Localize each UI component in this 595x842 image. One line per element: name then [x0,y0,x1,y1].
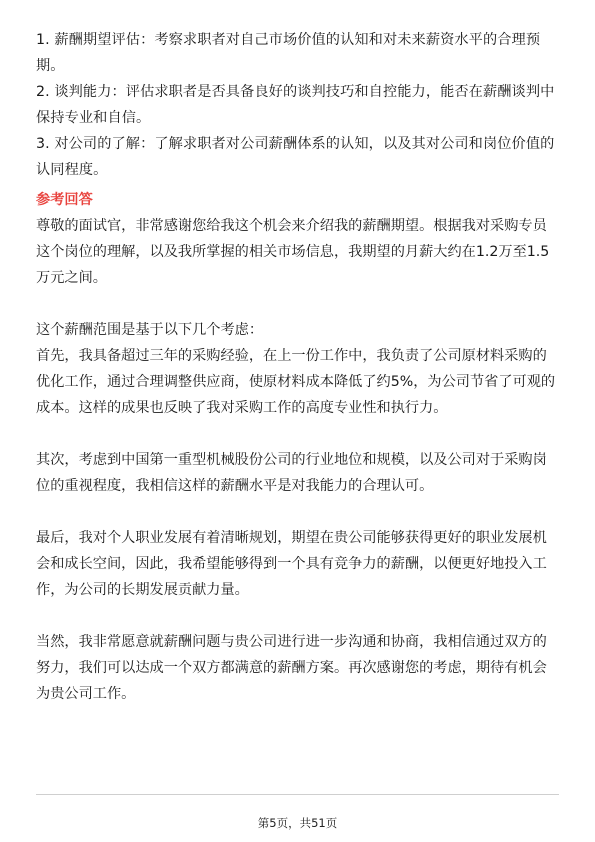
paragraph-gap [36,603,559,629]
list-item: 1. 薪酬期望评估：考察求职者对自己市场价值的认知和对未来薪资水平的合理预期。 [36,32,541,74]
answer-paragraph: 其次，考虑到中国第一重型机械股份公司的行业地位和规模，以及公司对于采购岗位的重视程度，我相信这样的薪酬水平是对我能力的合理认可。 [36,452,547,494]
answer-paragraph: 这个薪酬范围是基于以下几个考虑： [36,322,264,338]
list-item: 3. 对公司的了解：了解求职者对公司薪酬体系的认知，以及其对公司和岗位价值的认同程度。 [36,136,555,178]
page-content [36,27,559,707]
paragraph-gap [36,499,559,525]
answer-heading: 参考回答 [36,192,93,208]
answer-paragraph: 首先，我具备超过三年的采购经验，在上一份工作中，我负责了公司原材料采购的优化工作，通过合理调整供应商，使原材料成本降低了约5%，为公司节省了可观的成本。这样的成果也反映了我对采购工作的高度专业性和执行力。 [36,348,556,416]
answer-paragraph: 尊敬的面试官，非常感谢您给我这个机会来介绍我的薪酬期望。根据我对采购专员这个岗位的理解，以及我所掌握的相关市场信息，我期望的月薪大约在1.2万至1.5万元之间。 [36,218,550,286]
paragraph-gap [36,421,559,447]
answer-paragraph: 最后，我对个人职业发展有着清晰规划，期望在贵公司能够获得更好的职业发展机会和成长空间，因此，我希望能够得到一个具有竞争力的薪酬，以便更好地投入工作，为公司的长期发展贡献力量。 [36,530,547,598]
answer-paragraph: 当然，我非常愿意就薪酬问题与贵公司进行进一步沟通和协商，我相信通过双方的努力，我们可以达成一个双方都满意的薪酬方案。再次感谢您的考虑，期待有机会为贵公司工作。 [36,634,547,702]
list-item: 2. 谈判能力：评估求职者是否具备良好的谈判技巧和自控能力，能否在薪酬谈判中保持专业和自信。 [36,84,555,126]
footer-divider [36,794,559,795]
page-number: 第5页，共51页 [257,816,338,830]
paragraph-gap [36,291,559,317]
